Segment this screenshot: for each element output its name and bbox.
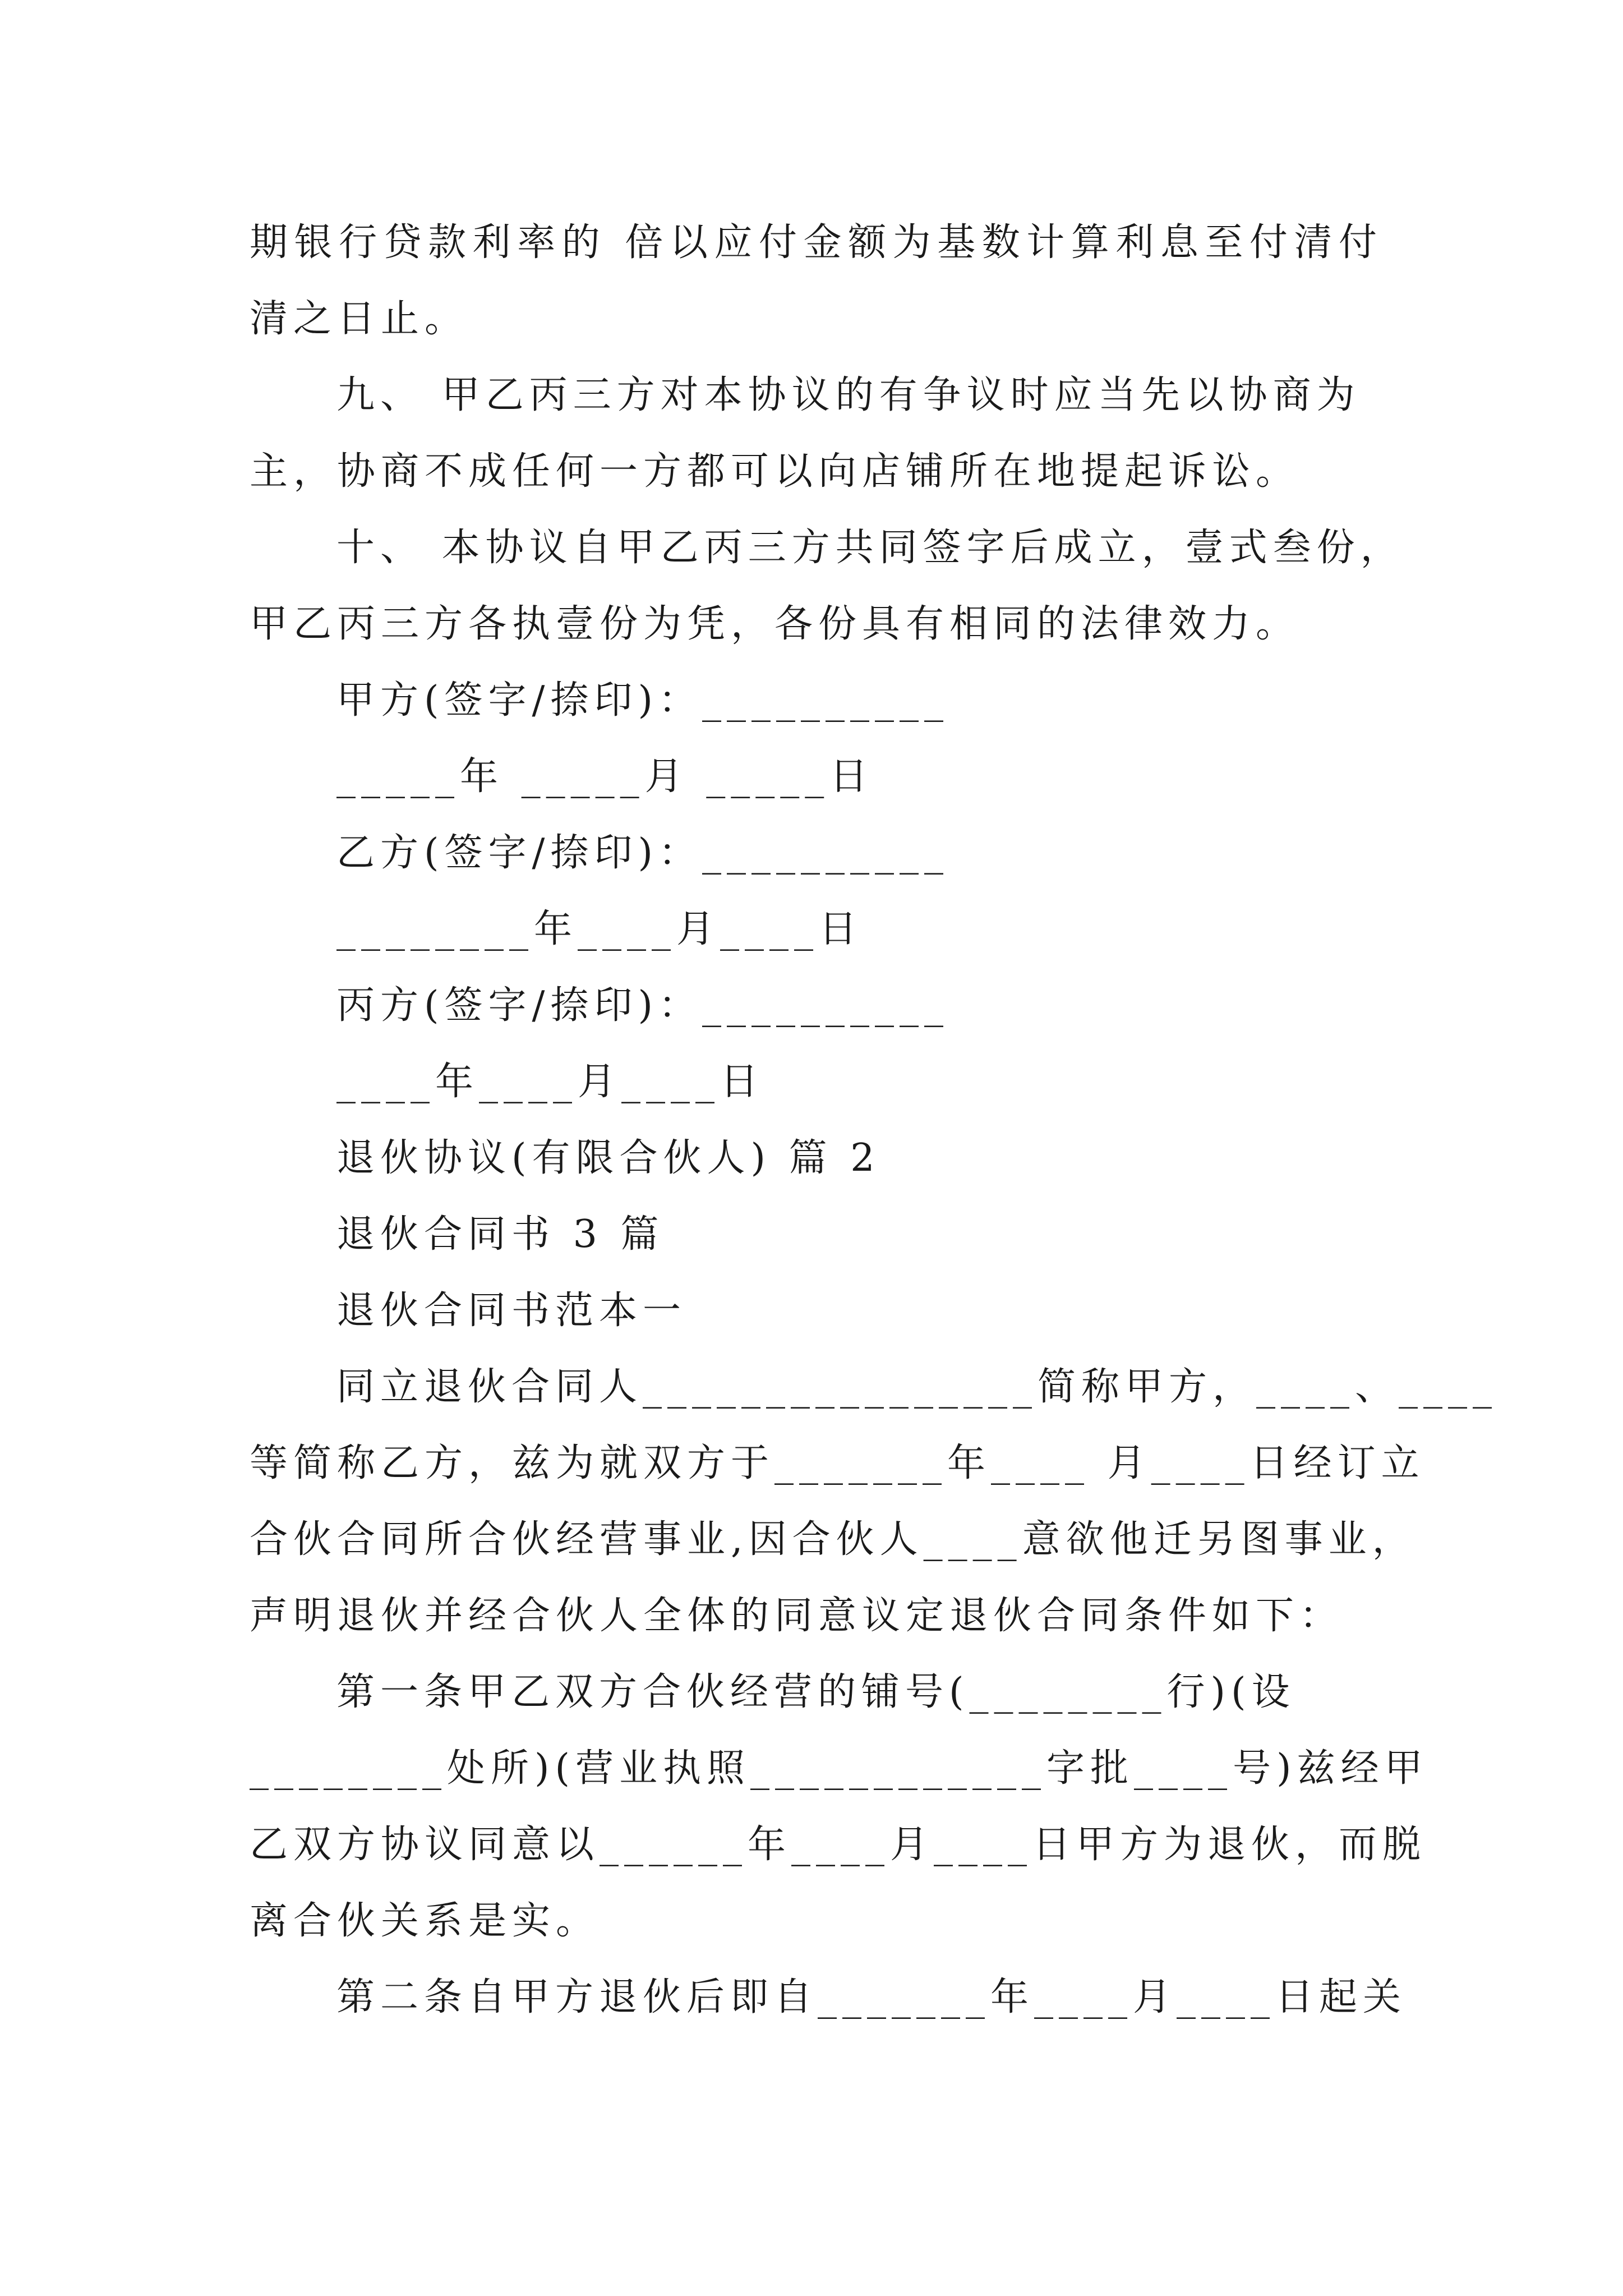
- section-heading: 退伙合同书范本一: [336, 1289, 687, 1333]
- paragraph-line: 甲乙丙三方各执壹份为凭，各份具有相同的法律效力。: [250, 602, 1300, 646]
- date-line-party-a: _____年 _____月 _____日: [336, 754, 874, 799]
- signature-party-b: 乙方(签字/捺印)：__________: [336, 831, 949, 875]
- clause-ten: 十、 本协议自甲乙丙三方共同签字后成立，壹式叁份，: [336, 526, 1404, 570]
- paragraph-line: 同立退伙合同人________________简称甲方，____、____: [336, 1365, 1498, 1409]
- article-two: 第二条自甲方退伙后即自_______年____月____日起关: [336, 1975, 1407, 2019]
- clause-nine: 九、 甲乙丙三方对本协议的有争议时应当先以协商为: [336, 373, 1361, 417]
- paragraph-line: 离合伙关系是实。: [250, 1899, 600, 1943]
- signature-party-c: 丙方(签字/捺印)：__________: [336, 983, 949, 1028]
- paragraph-line: 乙双方协议同意以______年____月____日甲方为退伙，而脱: [250, 1823, 1427, 1867]
- date-line-party-b: ________年____月____日: [336, 907, 863, 951]
- article-one: 第一条甲乙双方合伙经营的铺号(________行)(设: [336, 1670, 1295, 1714]
- section-heading: 退伙合同书 3 篇: [336, 1212, 665, 1257]
- paragraph-line: ________处所)(营业执照____________字批____号)兹经甲: [250, 1746, 1428, 1791]
- section-heading: 退伙协议(有限合伙人) 篇 2: [336, 1136, 880, 1180]
- paragraph-line: 声明退伙并经合伙人全体的同意议定退伙合同条件如下：: [250, 1594, 1344, 1638]
- paragraph-line: 期银行贷款利率的 倍以应付金额为基数计算利息至付清付: [250, 220, 1382, 265]
- paragraph-line: 等简称乙方，兹为就双方于_______年____ 月____日经订立: [250, 1441, 1425, 1485]
- paragraph-line: 主，协商不成任何一方都可以向店铺所在地提起诉讼。: [250, 449, 1300, 494]
- signature-party-a: 甲方(签字/捺印)：__________: [336, 678, 949, 723]
- paragraph-line: 合伙合同所合伙经营事业,因合伙人____意欲他迁另图事业，: [250, 1517, 1416, 1562]
- paragraph-line: 清之日止。: [250, 297, 469, 341]
- date-line-party-c: ____年____月____日: [336, 1060, 764, 1104]
